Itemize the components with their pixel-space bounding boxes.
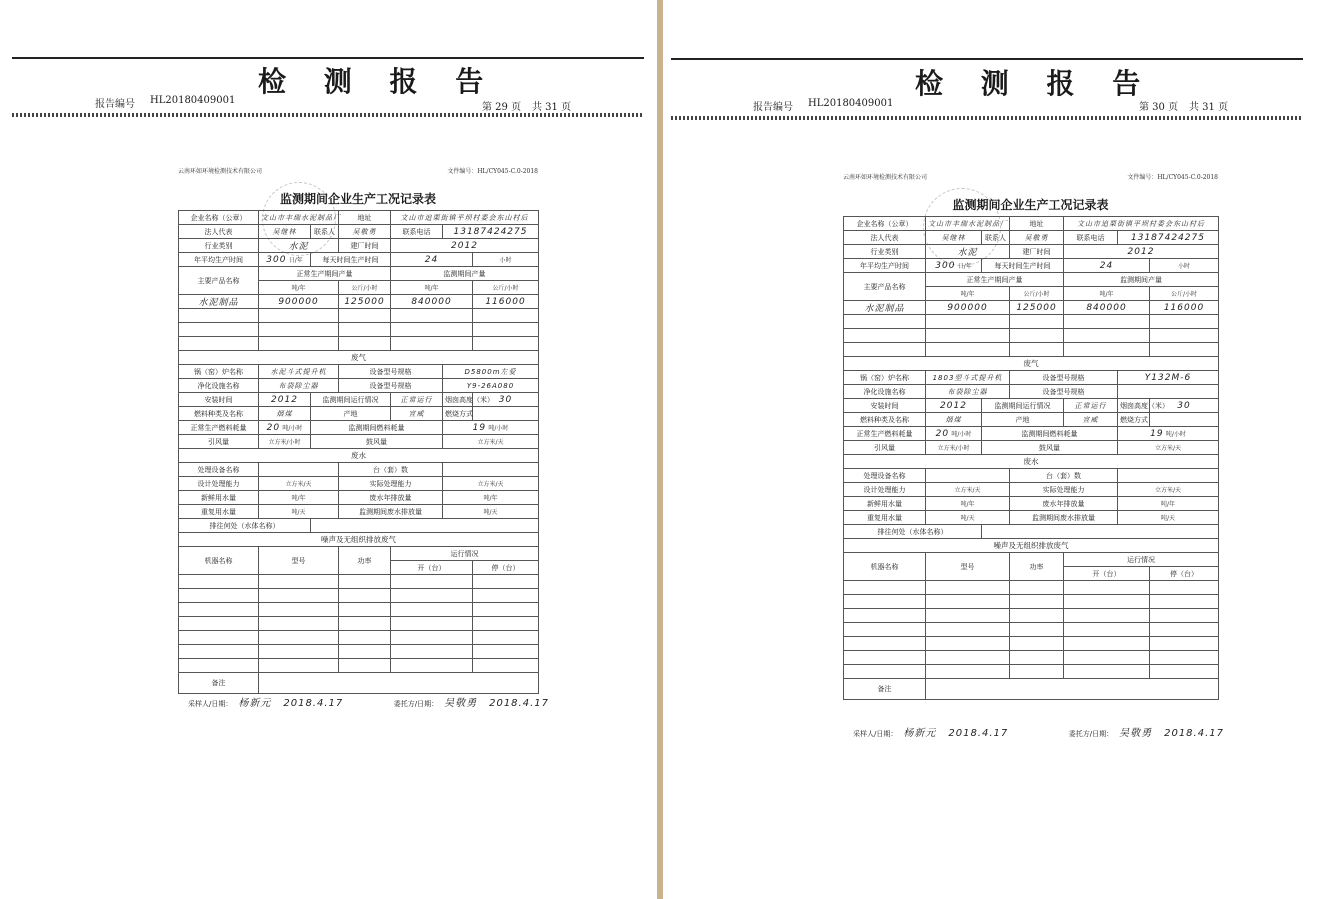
label-power: 功率 (1010, 553, 1064, 581)
report-number-label: 报告编号 (95, 99, 135, 110)
report-number: HL20180409001 (150, 95, 236, 106)
value-monitor-fuel: 19 (1150, 428, 1164, 439)
value-industry: 水泥 (288, 242, 309, 252)
page-number: 第 30 页 (1139, 102, 1179, 113)
value-monitor-t: 840000 (1086, 302, 1127, 313)
label-contact: 联系人 (311, 225, 339, 239)
value-daily-hours: 24 (424, 254, 439, 265)
value-daily-hours: 24 (1099, 260, 1114, 271)
label-fuel-type: 燃料种类及名称 (179, 407, 259, 421)
label-design-cap: 设计处理能力 (179, 477, 259, 491)
label-daily-time: 每天时间生产时间 (311, 253, 391, 267)
label-fuel-type: 燃料种类及名称 (844, 413, 926, 427)
unit-t-year-4: 吨/年 (1160, 501, 1176, 508)
value-product: 水泥制品 (864, 304, 905, 314)
label-equip-spec-2: 设备型号规格 (1010, 385, 1118, 399)
signature-line (188, 694, 555, 709)
value-spec: D5800m左爱 (464, 367, 517, 376)
dotted-rule (671, 116, 1303, 120)
unit-t-h-2: 吨/小时 (1165, 430, 1186, 438)
value-normal-fuel: 20 (935, 428, 950, 439)
label-blow-volume: 鼓风量 (982, 441, 1118, 455)
label-annual-time: 年平均生产时间 (179, 253, 259, 267)
label-fan-volume: 引风量 (844, 441, 926, 455)
unit-m3-day-3: 立方米/天 (1154, 487, 1182, 494)
report-page-29 (0, 0, 657, 899)
value-fuel: 烟煤 (276, 409, 293, 418)
label-enterprise-name: 企业名称（公章） (844, 217, 926, 231)
value-industry: 水泥 (957, 248, 978, 258)
label-design-cap: 设计处理能力 (844, 483, 926, 497)
label-sampler: 采样人/日期： (188, 700, 233, 708)
unit-day: 日/年 (288, 256, 303, 264)
dotted-rule (12, 113, 644, 117)
label-sampler: 采样人/日期： (853, 730, 898, 738)
value-install: 2012 (271, 394, 298, 405)
label-monitor-run: 监测期间运行情况 (311, 393, 391, 407)
unit-m3-h-1: 立方米/小时 (268, 439, 301, 446)
label-chimney-height: 烟囱高度（米） (443, 393, 473, 407)
label-monitor-output: 监测期间产量 (1064, 273, 1219, 287)
unit-m3-h-1: 立方米/小时 (937, 445, 970, 452)
label-chimney-height: 烟囱高度（米） (1118, 399, 1150, 413)
label-purify-name: 净化设施名称 (844, 385, 926, 399)
unit-t-year-4: 吨/年 (483, 495, 498, 502)
section-noise: 噪声及无组织排放废气 (844, 539, 1219, 553)
value-built-time: 2012 (1127, 246, 1155, 257)
company-header: 云南环如环境检测技术有限公司 (178, 168, 263, 175)
label-built-time: 建厂时间 (339, 239, 391, 253)
value-normal-t: 900000 (947, 302, 988, 313)
label-main-products: 主要产品名称 (179, 267, 259, 295)
production-record-form (843, 172, 1224, 742)
section-noise: 噪声及无组织排放废气 (179, 533, 539, 547)
label-treat-equip: 处理设备名称 (179, 463, 259, 477)
unit-hour: 小时 (499, 257, 512, 264)
label-address: 地址 (339, 211, 391, 225)
sampler-signature: 杨新元 (238, 698, 272, 709)
file-number: 文件编号：HL/CY045-C.0-2018 (447, 168, 538, 175)
page-number: 第 29 页 (482, 102, 522, 113)
label-remarks: 备注 (179, 673, 259, 694)
value-built-time: 2012 (451, 240, 478, 251)
label-off: 停（台） (1150, 567, 1219, 581)
unit-t-year-2: 吨/年 (1099, 291, 1114, 298)
file-number: 文件编号：HL/CY045-C.0-2018 (1127, 174, 1218, 181)
report-page-30 (663, 0, 1321, 899)
label-waste-discharge: 废水年排放量 (1010, 497, 1118, 511)
label-normal-output: 正常生产期间产量 (259, 267, 391, 281)
label-normal-fuel: 正常生产燃料耗量 (844, 427, 926, 441)
label-sets: 台（套）数 (339, 463, 443, 477)
label-machine-name: 机器名称 (844, 553, 926, 581)
unit-t-year-1: 吨/年 (291, 285, 306, 292)
label-phone: 联系电话 (1064, 231, 1118, 245)
label-fresh-water: 新鲜用水量 (844, 497, 926, 511)
value-spec: Y132M-6 (1144, 372, 1192, 383)
label-equip-spec-2: 设备型号规格 (339, 379, 443, 393)
record-table (178, 210, 539, 694)
label-monitor-fuel: 监测期间燃料耗量 (311, 421, 443, 435)
value-enterprise-name: 文山市丰瑞水泥制品厂 (928, 219, 1008, 228)
unit-kg-hour-2: 公斤/小时 (492, 285, 519, 292)
report-title: 检 测 报 告 (258, 65, 498, 98)
label-treat-equip: 处理设备名称 (844, 469, 926, 483)
form-title: 监测期间企业生产工况记录表 (952, 198, 1109, 212)
label-install-time: 安装时间 (844, 399, 926, 413)
value-enterprise-name: 文山市丰瑞水泥制品厂 (261, 213, 341, 222)
label-monitor-output: 监测期间产量 (391, 267, 539, 281)
client-date: 2018.4.17 (489, 698, 549, 709)
value-run: 正常运行 (400, 395, 433, 404)
value-normal-kg: 125000 (344, 296, 385, 307)
label-monitor-discharge: 监测期间废水排放量 (339, 505, 443, 519)
label-discharge-to: 排往何处（水体名称） (844, 525, 982, 539)
value-chimney: 30 (1177, 400, 1191, 411)
label-fresh-water: 新鲜用水量 (179, 491, 259, 505)
label-machine-name: 机器名称 (179, 547, 259, 575)
report-number: HL20180409001 (808, 98, 894, 109)
unit-t-h-1: 吨/小时 (282, 424, 303, 432)
value-furnace: 1803型斗式提升机 (932, 373, 1003, 382)
value-phone: 13187424275 (1131, 232, 1205, 243)
label-normal-output: 正常生产期间产量 (926, 273, 1064, 287)
value-contact: 吴敬勇 (1024, 233, 1049, 242)
company-header: 云南环如环境检测技术有限公司 (843, 174, 928, 181)
page-total: 共 31 页 (1189, 102, 1229, 113)
value-chimney: 30 (498, 394, 513, 405)
value-legal-rep: 吴继林 (272, 227, 297, 236)
label-model: 型号 (259, 547, 339, 575)
form-title: 监测期间企业生产工况记录表 (279, 192, 436, 206)
label-monitor-run: 监测期间运行情况 (982, 399, 1064, 413)
value-monitor-t: 840000 (411, 296, 452, 307)
value-purify: 布袋除尘器 (947, 387, 988, 396)
label-origin: 产地 (982, 413, 1064, 427)
label-on: 开（台） (391, 561, 473, 575)
client-signature: 吴敬勇 (444, 698, 478, 709)
label-fan-volume: 引风量 (179, 435, 259, 449)
label-burn-mode: 燃烧方式 (1118, 413, 1150, 427)
value-furnace: 水泥斗式提升机 (270, 367, 327, 376)
value-legal-rep: 吴继林 (941, 233, 966, 242)
header-rule (671, 58, 1303, 60)
label-discharge-to: 排往何处（水体名称） (179, 519, 311, 533)
label-origin: 产地 (311, 407, 391, 421)
label-built-time: 建厂时间 (1010, 245, 1064, 259)
value-fuel: 烟煤 (945, 415, 962, 424)
value-normal-t: 900000 (278, 296, 319, 307)
value-product: 水泥制品 (198, 298, 239, 308)
sampler-date: 2018.4.17 (948, 728, 1009, 739)
label-blow-volume: 鼓风量 (311, 435, 443, 449)
value-origin: 宣威 (1082, 415, 1099, 424)
label-industry: 行业类别 (844, 245, 926, 259)
label-off: 停（台） (473, 561, 539, 575)
value-install: 2012 (940, 400, 967, 411)
label-main-products: 主要产品名称 (844, 273, 926, 301)
label-client: 委托方/日期： (393, 700, 439, 708)
unit-t-year-1: 吨/年 (960, 291, 975, 298)
label-on: 开（台） (1064, 567, 1150, 581)
value-spec-2: Y9-26A080 (466, 381, 515, 390)
section-waste-gas: 废气 (179, 351, 539, 365)
label-purify-name: 净化设施名称 (179, 379, 259, 393)
page-total: 共 31 页 (532, 102, 572, 113)
label-power: 功率 (339, 547, 391, 575)
unit-t-day-2: 吨/天 (483, 509, 498, 516)
value-contact: 吴敬勇 (352, 227, 377, 236)
label-sets: 台（套）数 (1010, 469, 1118, 483)
sampler-signature: 杨新元 (903, 728, 937, 739)
value-purify: 布袋除尘器 (278, 381, 319, 390)
label-normal-fuel: 正常生产燃料耗量 (179, 421, 259, 435)
label-monitor-fuel: 监测期间燃料耗量 (982, 427, 1118, 441)
label-run-status: 运行情况 (1064, 553, 1219, 567)
unit-t-year-3: 吨/年 (960, 501, 975, 508)
section-waste-water: 废水 (179, 449, 539, 463)
label-reuse-water: 重复用水量 (179, 505, 259, 519)
unit-t-h-2: 吨/小时 (488, 424, 509, 432)
value-normal-fuel: 20 (266, 422, 281, 433)
unit-t-h-1: 吨/小时 (951, 430, 972, 438)
report-number-label: 报告编号 (753, 102, 793, 113)
sampler-date: 2018.4.17 (283, 698, 344, 709)
label-equip-spec: 设备型号规格 (1010, 371, 1118, 385)
label-model: 型号 (926, 553, 1010, 581)
label-reuse-water: 重复用水量 (844, 511, 926, 525)
value-phone: 13187424275 (453, 226, 528, 237)
unit-kg-hour-1: 公斤/小时 (351, 285, 378, 292)
label-remarks: 备注 (844, 679, 926, 700)
unit-m3-day-2: 立方米/天 (285, 481, 312, 488)
unit-t-year-2: 吨/年 (424, 285, 439, 292)
label-annual-time: 年平均生产时间 (844, 259, 926, 273)
header-rule (12, 57, 644, 59)
value-monitor-kg: 116000 (1163, 302, 1205, 313)
signature-line (853, 724, 1230, 739)
unit-t-day-1: 吨/天 (291, 509, 306, 516)
label-daily-time: 每天时间生产时间 (982, 259, 1064, 273)
section-waste-gas: 废气 (844, 357, 1219, 371)
section-waste-water: 废水 (844, 455, 1219, 469)
label-actual-cap: 实际处理能力 (339, 477, 443, 491)
unit-t-year-3: 吨/年 (291, 495, 306, 502)
label-phone: 联系电话 (391, 225, 443, 239)
label-industry: 行业类别 (179, 239, 259, 253)
unit-m3-day-1: 立方米/天 (1154, 445, 1182, 452)
label-burn-mode: 燃烧方式 (443, 407, 473, 421)
value-address: 文山市追栗街镇平坝村委会东山村后 (400, 213, 529, 222)
label-client: 委托方/日期： (1068, 730, 1114, 738)
unit-kg-hour-1: 公斤/小时 (1023, 291, 1050, 298)
client-signature: 吴敬勇 (1119, 728, 1153, 739)
label-legal-rep: 法人代表 (844, 231, 926, 245)
unit-m3-day-3: 立方米/天 (477, 481, 504, 488)
label-equip-spec: 设备型号规格 (339, 365, 443, 379)
record-table (843, 216, 1219, 700)
value-normal-kg: 125000 (1016, 302, 1057, 313)
value-run: 正常运行 (1074, 401, 1107, 410)
label-waste-discharge: 废水年排放量 (339, 491, 443, 505)
label-furnace-name: 锅（窑）炉名称 (844, 371, 926, 385)
report-title: 检 测 报 告 (915, 67, 1155, 100)
label-enterprise-name: 企业名称（公章） (179, 211, 259, 225)
unit-m3-day-2: 立方米/天 (954, 487, 981, 494)
label-monitor-discharge: 监测期间废水排放量 (1010, 511, 1118, 525)
production-record-form (178, 166, 549, 711)
unit-t-day-1: 吨/天 (960, 515, 975, 522)
unit-m3-day-1: 立方米/天 (477, 439, 504, 446)
label-install-time: 安装时间 (179, 393, 259, 407)
label-legal-rep: 法人代表 (179, 225, 259, 239)
label-actual-cap: 实际处理能力 (1010, 483, 1118, 497)
unit-day: 日/年 (957, 262, 972, 270)
label-run-status: 运行情况 (391, 547, 539, 561)
label-furnace-name: 锅（窑）炉名称 (179, 365, 259, 379)
client-date: 2018.4.17 (1164, 728, 1224, 739)
value-monitor-fuel: 19 (472, 422, 487, 433)
unit-kg-hour-2: 公斤/小时 (1170, 291, 1198, 298)
value-address: 文山市追栗街镇平坝村委会东山村后 (1077, 219, 1205, 228)
value-annual-days: 300 (935, 260, 956, 271)
label-contact: 联系人 (982, 231, 1010, 245)
unit-t-day-2: 吨/天 (1160, 515, 1176, 522)
label-address: 地址 (1010, 217, 1064, 231)
unit-hour: 小时 (1178, 263, 1191, 270)
value-origin: 宣威 (408, 409, 425, 418)
value-monitor-kg: 116000 (485, 296, 526, 307)
value-annual-days: 300 (266, 254, 287, 265)
